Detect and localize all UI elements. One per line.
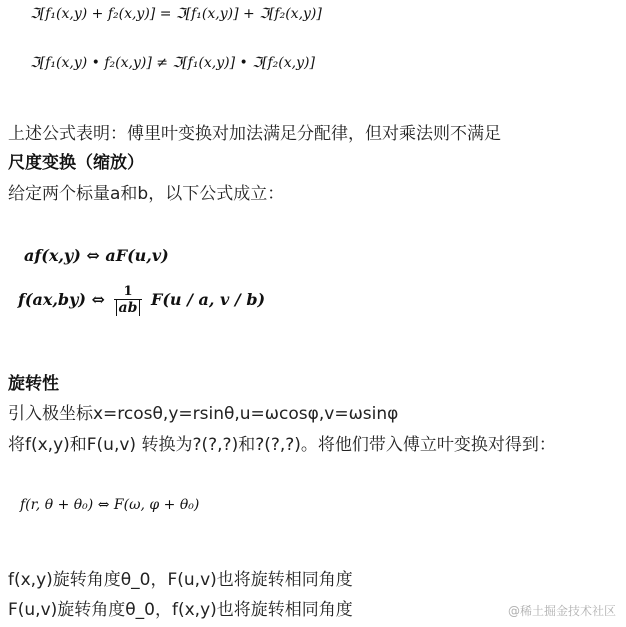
multiplication-formula-lhs: ℑ[f₁(x,y) • f₂(x,y)] bbox=[30, 55, 152, 71]
scale-formula-linear: af(x,y) ⇔ aF(u,v) bbox=[24, 246, 169, 265]
rotation-heading: 旋转性 bbox=[8, 374, 59, 394]
scale-fraction-numerator: 1 bbox=[114, 284, 143, 300]
rotation-note-frequency: F(u,v)旋转角度θ_0，f(x,y)也将旋转相同角度 bbox=[8, 600, 353, 620]
transform-substitution: 将f(x,y)和F(u,v) 转换为?(?,?)和?(?,?)。将他们带入傅立叶变换对得到： bbox=[8, 435, 556, 455]
scale-fraction bbox=[114, 284, 143, 317]
scale-formula-scaling bbox=[18, 284, 265, 317]
scale-formula-scaling-lhs: f(ax,by) ⇔ bbox=[18, 290, 105, 309]
site-watermark: @稀土掘金技术社区 bbox=[507, 604, 616, 618]
additivity-formula-lhs: ℑ[f₁(x,y) + f₂(x,y)] bbox=[30, 6, 156, 22]
distributive-note: 上述公式表明：傅里叶变换对加法满足分配律，但对乘法则不满足 bbox=[8, 124, 501, 144]
scale-heading: 尺度变换（缩放） bbox=[8, 153, 144, 173]
rotation-note-spatial: f(x,y)旋转角度θ_0，F(u,v)也将旋转相同角度 bbox=[8, 570, 353, 590]
scale-formula-scaling-rhs: F(u / a, v / b) bbox=[151, 290, 266, 309]
scale-fraction-denominator bbox=[114, 300, 143, 317]
additivity-formula-rhs: = ℑ[f₁(x,y)] + ℑ[f₂(x,y)] bbox=[159, 6, 322, 22]
polar-coords-intro: 引入极坐标x=rcosθ,y=rsinθ,u=ωcosφ,v=ωsinφ bbox=[8, 404, 399, 424]
scale-fraction-denominator-abs: ab bbox=[116, 300, 141, 316]
scalars-intro: 给定两个标量a和b，以下公式成立： bbox=[8, 184, 285, 204]
rotation-formula: f(r, θ + θ₀) ⇔ F(ω, φ + θ₀) bbox=[20, 497, 200, 513]
additivity-formula bbox=[30, 6, 322, 22]
multiplication-formula-rhs: ≠ ℑ[f₁(x,y)] • ℑ[f₂(x,y)] bbox=[156, 55, 315, 71]
multiplication-formula bbox=[30, 55, 315, 71]
